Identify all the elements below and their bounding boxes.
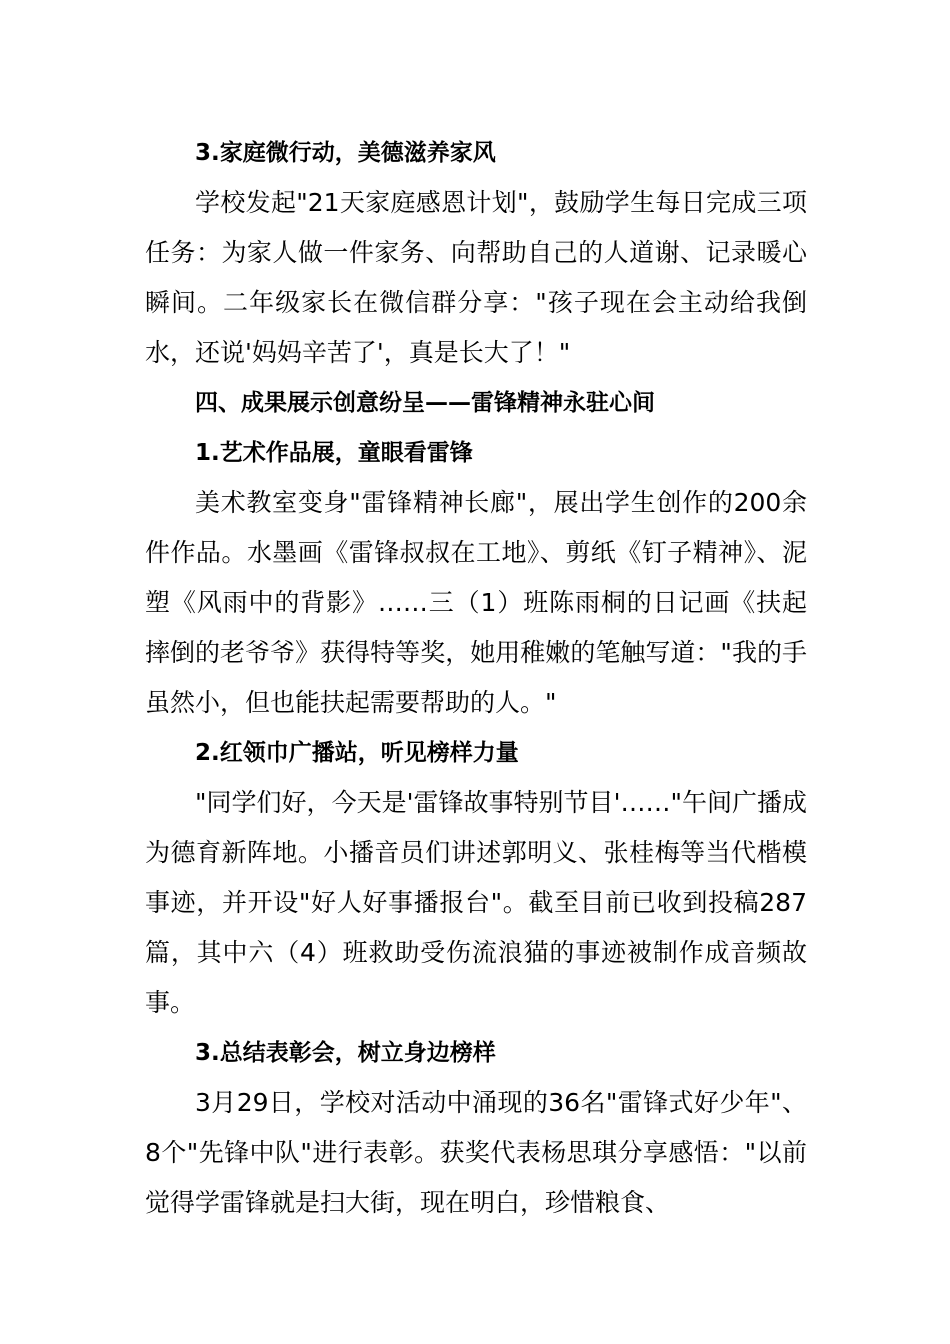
paragraph-commendation: 3月29日，学校对活动中涌现的36名"雷锋式好少年"、8个"先锋中队"进行表彰。获奖代表杨思琪分享感悟："以前觉得学雷锋就是扫大街，现在明白，珍惜粮食、 <box>145 1088 807 1217</box>
section-heading-radio-station: 2.红领巾广播站，听见榜样力量 <box>195 740 519 766</box>
section-heading-art-exhibition: 1.艺术作品展，童眼看雷锋 <box>195 440 473 466</box>
paragraph-art-exhibition: 美术教室变身"雷锋精神长廊"，展出学生创作的200余件作品。水墨画《雷锋叔叔在工地》、剪纸《钉子精神》、泥塑《风雨中的背影》……三（1）班陈雨桐的日记画《扶起摔倒的老爷爷》获得特等奖，她用稚嫩的笔触写道："我的手虽然小，但也能扶起需要帮助的人。" <box>145 488 807 717</box>
section-heading-commendation: 3.总结表彰会，树立身边榜样 <box>195 1040 496 1066</box>
document-body <box>145 128 807 1228</box>
paragraph-family-gratitude-plan: 学校发起"21天家庭感恩计划"，鼓励学生每日完成三项任务：为家人做一件家务、向帮助自己的人道谢、记录暖心瞬间。二年级家长在微信群分享："孩子现在会主动给我倒水，还说'妈妈辛苦了'，真是长大了！" <box>145 188 807 367</box>
section-heading-family-action: 3.家庭微行动，美德滋养家风 <box>195 140 496 166</box>
part-heading-achievements: 四、成果展示创意纷呈——雷锋精神永驻心间 <box>195 390 655 416</box>
paragraph-radio-station: "同学们好，今天是'雷锋故事特别节目'……"午间广播成为德育新阵地。小播音员们讲述郭明义、张桂梅等当代楷模事迹，并开设"好人好事播报台"。截至目前已收到投稿287篇，其中六（4）班救助受伤流浪猫的事迹被制作成音频故事。 <box>145 788 807 1017</box>
